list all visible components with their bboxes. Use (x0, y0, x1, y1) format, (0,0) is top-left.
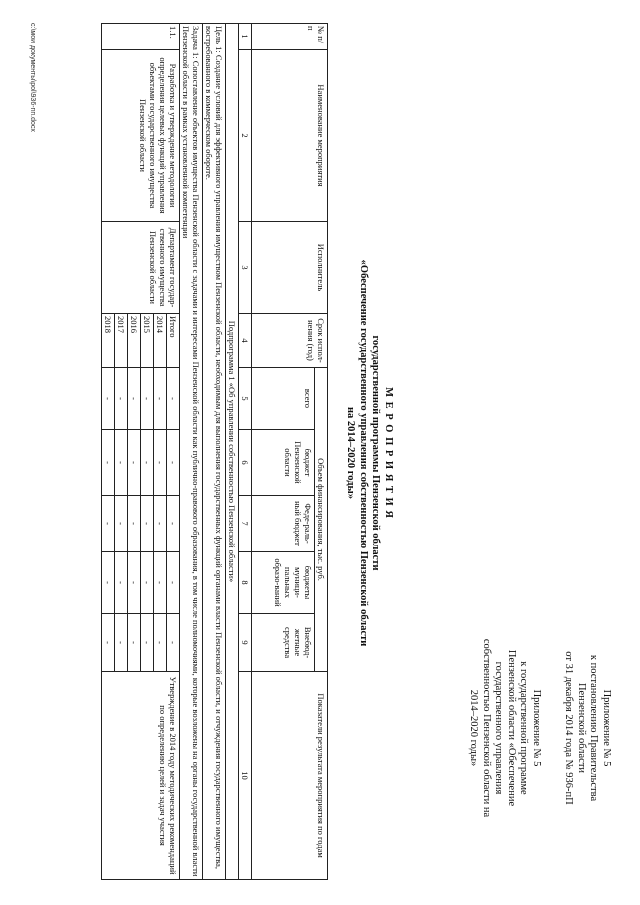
dash-cell: - (115, 613, 128, 671)
header-municipal-budget: бюджеты муници-пальных образо-ваний (252, 551, 315, 613)
measures-table (101, 23, 328, 880)
appendix-line: Приложение № 5 (531, 689, 542, 766)
column-number: 9 (239, 613, 252, 671)
dash-cell: - (128, 551, 141, 613)
column-number: 3 (239, 221, 252, 313)
appendix-line: к постановлению Правительства (588, 654, 600, 801)
appendix-line: Пензенской области «Обеспечение (506, 649, 517, 806)
column-number: 10 (239, 671, 252, 879)
dash-cell: - (128, 367, 141, 429)
dash-cell: - (154, 495, 167, 551)
header-federal-budget: Феде-раль-ный бюджет (252, 495, 315, 551)
dash-cell: - (102, 429, 115, 495)
column-number: 7 (239, 495, 252, 551)
dash-cell: - (115, 429, 128, 495)
dash-cell: - (167, 367, 180, 429)
appendix-block (562, 578, 612, 878)
header-offbudget: Внебюд-жетные средства (252, 613, 315, 671)
column-number: 6 (239, 429, 252, 495)
dash-cell: - (167, 613, 180, 671)
title-line: на 2014–2020 годы» (345, 406, 357, 499)
row-measure-name: Разработка и утверждение методологии определения целевых функций управления объектами государственного имущества Пензенской области (102, 49, 180, 221)
subprogram-row (226, 23, 239, 879)
dash-cell: - (102, 551, 115, 613)
appendix-program-block (467, 578, 542, 878)
year-cell: 2017 (115, 313, 128, 367)
year-cell: 2018 (102, 313, 115, 367)
file-path-footer: c:\мои документы\pol\936-пп.docx (29, 22, 36, 132)
column-number: 8 (239, 551, 252, 613)
appendix-line: 2014–2020 годы» (468, 689, 480, 766)
column-number: 2 (239, 49, 252, 221)
dash-cell: - (141, 613, 154, 671)
table-row (167, 23, 180, 879)
dash-cell: - (141, 429, 154, 495)
year-cell: Итого (167, 313, 180, 367)
goal-row (203, 23, 226, 879)
dash-cell: - (115, 367, 128, 429)
year-cell: 2016 (128, 313, 141, 367)
header-result: Показатели результата мероприятия по годам (252, 671, 328, 879)
dash-cell: - (154, 551, 167, 613)
dash-cell: - (154, 429, 167, 495)
dash-cell: - (115, 495, 128, 551)
title-line: «Обеспечение государственного управления собственностью Пензенской области (358, 259, 369, 646)
dash-cell: - (102, 367, 115, 429)
header-num: № п/п (252, 23, 328, 49)
task-text: Задача 1: Сопоставление объектов имущества Пензенской области с задачами и интересами Пензенской области как публично-правового образования, в том числе полномочиями, которые возложены на органы государственной власти Пензенской области в рамках установленной компетенции (180, 23, 203, 879)
dash-cell: - (167, 429, 180, 495)
dash-cell: - (128, 429, 141, 495)
appendix-line: от 31 декабря 2014 года № 936-пП (563, 650, 575, 805)
appendix-line: Приложение № 5 (601, 689, 612, 766)
header-regional-budget: бюджет Пензенской области (252, 429, 315, 495)
dash-cell: - (102, 613, 115, 671)
dash-cell: - (102, 495, 115, 551)
table-header-row (315, 23, 328, 879)
appendix-line: к государственной программе (518, 660, 530, 795)
dash-cell: - (141, 495, 154, 551)
dash-cell: - (154, 367, 167, 429)
goal-text: Цель 1: Создание условий для эффективного управления имуществом Пензенской области, необходимым для выполнения государственных функций органами власти Пензенской области, и отчуждения государственного имущества, востребованного в коммерческом обороте. (203, 23, 226, 879)
title-line: М Е Р О П Р И Я Т И Я (383, 386, 394, 519)
rotated-page (20, 13, 620, 893)
header-total: всего (252, 367, 315, 429)
title-line: государственной программы Пензенской области (370, 334, 382, 571)
year-cell: 2015 (141, 313, 154, 367)
column-number: 4 (239, 313, 252, 367)
subprogram-title: Подпрограмма 1 «Об управлении собственностью Пензенской области» (226, 23, 239, 879)
dash-cell: - (128, 613, 141, 671)
document-title (344, 13, 394, 893)
appendix-line: собственностью Пензенской области на (481, 638, 492, 817)
dash-cell: - (128, 495, 141, 551)
header-name: Наименование мероприятия (252, 49, 328, 221)
dash-cell: - (115, 551, 128, 613)
row-result: Утверждение в 2014 году методических рекомендаций по определению целей и задач участия (102, 671, 180, 879)
appendix-line: Пензенской области (576, 682, 587, 773)
column-number: 1 (239, 23, 252, 49)
column-number: 5 (239, 367, 252, 429)
dash-cell: - (141, 367, 154, 429)
column-number-row (239, 23, 252, 879)
row-number: 1.1. (102, 23, 180, 49)
row-executor: Департамент государ-ственного имущества Пензенской области (102, 221, 180, 313)
header-financing: Объем финансирования, тыс. руб. (315, 367, 328, 671)
task-row (180, 23, 203, 879)
dash-cell: - (154, 613, 167, 671)
appendix-line: государственного управления (493, 661, 505, 794)
header-term: Срок испол-нения (год) (252, 313, 328, 367)
dash-cell: - (167, 495, 180, 551)
header-executor: Исполнитель (252, 221, 328, 313)
year-cell: 2014 (154, 313, 167, 367)
dash-cell: - (141, 551, 154, 613)
dash-cell: - (167, 551, 180, 613)
